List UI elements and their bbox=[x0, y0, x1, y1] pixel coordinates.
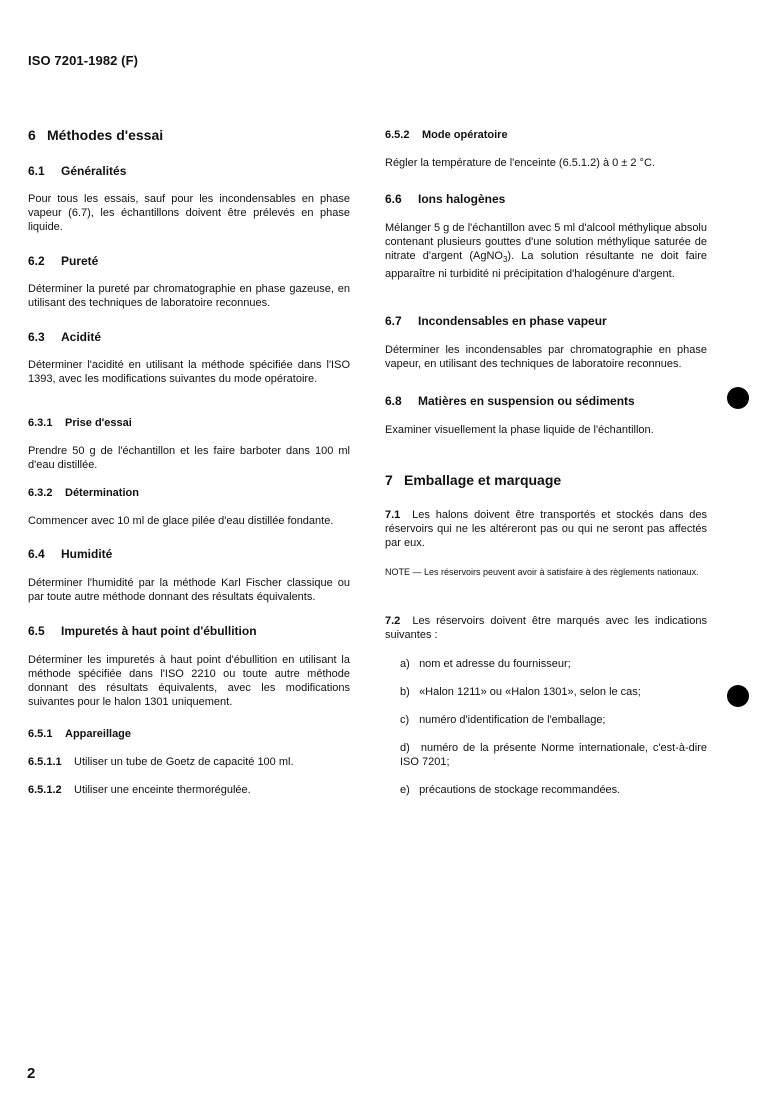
section-title: Appareillage bbox=[65, 728, 132, 740]
list-item-text: numéro de la présente Norme internationale, c'est-à-dire ISO 7201; bbox=[400, 742, 707, 768]
text-before-subscript: Mélanger 5 g de l'échantillon avec 5 ml d'alcool méthylique absolu contenant plusieurs gouttes d'une solution méthylique saturée de nitrate d'argent (AgNO bbox=[385, 222, 707, 262]
section-number: 7 bbox=[385, 472, 393, 488]
text-after-subscript: ). La solution résultante ne doit faire apparaître ni turbidité ni précipitation d'halogénure d'argent. bbox=[385, 250, 707, 281]
note: NOTE — Les réservoirs peuvent avoir à satisfaire à des règlements nationaux. bbox=[385, 567, 699, 577]
section-6-3-2-heading bbox=[28, 487, 350, 499]
list-item-label: e) bbox=[400, 784, 410, 796]
section-7-heading bbox=[385, 472, 707, 488]
list-item-label: c) bbox=[400, 714, 410, 726]
section-6-4-heading bbox=[28, 547, 350, 561]
section-7-1-text bbox=[385, 508, 707, 550]
section-6-5-heading bbox=[28, 624, 350, 638]
section-6-4-text: Déterminer l'humidité par la méthode Karl Fischer classique ou par toute autre méthode donnant des résultats équivalents. bbox=[28, 577, 350, 603]
list-item bbox=[400, 685, 707, 699]
section-6-8-text: Examiner visuellement la phase liquide de l'échantillon. bbox=[385, 424, 654, 436]
section-number: 6.4 bbox=[28, 547, 45, 561]
list-item-text: numéro d'identification de l'emballage; bbox=[419, 714, 606, 726]
section-6-1-heading bbox=[28, 164, 350, 178]
subscript: 3 bbox=[502, 255, 508, 265]
section-number: 6 bbox=[28, 127, 36, 143]
clause-number: 7.1 bbox=[385, 509, 401, 521]
list-item-label: d) bbox=[400, 742, 410, 754]
list-item-text: «Halon 1211» ou «Halon 1301», selon le cas; bbox=[419, 686, 641, 698]
clause-text: Les réservoirs doivent être marqués avec les indications suivantes : bbox=[385, 615, 707, 641]
section-number: 6.3.1 bbox=[28, 417, 53, 429]
section-6-5-1-2-text bbox=[28, 783, 350, 797]
section-6-8-heading bbox=[385, 394, 707, 408]
clause-text: Utiliser un tube de Goetz de capacité 100 ml. bbox=[74, 756, 294, 768]
section-6-5-1-heading bbox=[28, 728, 350, 740]
margin-bullet-marker bbox=[727, 685, 749, 707]
clause-text: Utiliser une enceinte thermorégulée. bbox=[74, 784, 251, 796]
list-item bbox=[400, 713, 707, 727]
section-number: 6.5.2 bbox=[385, 129, 410, 141]
section-number: 6.3.2 bbox=[28, 487, 53, 499]
section-title: Méthodes d'essai bbox=[47, 127, 164, 143]
section-title: Matières en suspension ou sédiments bbox=[418, 394, 635, 408]
section-6-3-2-text: Commencer avec 10 ml de glace pilée d'eau distillée fondante. bbox=[28, 515, 334, 527]
section-title: Mode opératoire bbox=[422, 129, 508, 141]
section-7-2-text bbox=[385, 614, 707, 642]
list-item-text: précautions de stockage recommandées. bbox=[419, 784, 621, 796]
section-6-3-1-heading bbox=[28, 417, 350, 429]
section-number: 6.8 bbox=[385, 394, 402, 408]
section-6-6-text bbox=[385, 221, 707, 281]
clause-number: 6.5.1.2 bbox=[28, 784, 62, 796]
section-number: 6.5.1 bbox=[28, 728, 53, 740]
section-6-5-1-1-text bbox=[28, 755, 350, 769]
section-number: 6.3 bbox=[28, 330, 45, 344]
section-number: 6.7 bbox=[385, 314, 402, 328]
list-item-label: a) bbox=[400, 658, 410, 670]
section-title: Emballage et marquage bbox=[404, 472, 562, 488]
list-item-label: b) bbox=[400, 686, 410, 698]
section-6-7-text: Déterminer les incondensables par chromatographie en phase vapeur, en utilisant des techniques de laboratoire reconnues. bbox=[385, 344, 707, 370]
clause-number: 6.5.1.1 bbox=[28, 756, 62, 768]
list-item bbox=[400, 657, 707, 671]
section-6-7-heading bbox=[385, 314, 707, 328]
section-number: 6.2 bbox=[28, 254, 45, 268]
section-title: Pureté bbox=[61, 254, 99, 268]
list-item bbox=[400, 783, 707, 797]
section-6-5-2-text: Régler la température de l'enceinte (6.5.1.2) à 0 ± 2 °C. bbox=[385, 157, 655, 169]
section-title: Généralités bbox=[61, 164, 127, 178]
list-item bbox=[400, 741, 707, 769]
section-title: Impuretés à haut point d'ébullition bbox=[61, 624, 257, 638]
section-6-1-text: Pour tous les essais, sauf pour les incondensables en phase vapeur (6.7), les échantillons doivent être prélevés en phase liquide. bbox=[28, 193, 350, 233]
section-6-5-2-heading bbox=[385, 129, 707, 141]
list-item-text: nom et adresse du fournisseur; bbox=[419, 658, 571, 670]
section-title: Prise d'essai bbox=[65, 417, 132, 429]
margin-bullet-marker bbox=[727, 387, 749, 409]
section-title: Acidité bbox=[61, 330, 102, 344]
section-number: 6.6 bbox=[385, 192, 402, 206]
section-title: Humidité bbox=[61, 547, 113, 561]
section-number: 6.5 bbox=[28, 624, 45, 638]
section-6-5-text: Déterminer les impuretés à haut point d'ébullition en utilisant la méthode spécifiée dans l'ISO 2210 ou toute autre méthode donnant des résultats équivalents, avec les modifications suivantes pour le halon 1301 uniquement. bbox=[28, 654, 350, 708]
section-title: Détermination bbox=[65, 487, 139, 499]
document-header: ISO 7201-1982 (F) bbox=[28, 53, 139, 68]
page-number: 2 bbox=[27, 1065, 36, 1082]
section-6-3-text: Déterminer l'acidité en utilisant la méthode spécifiée dans l'ISO 1393, avec les modifications suivantes du mode opératoire. bbox=[28, 359, 350, 385]
section-6-2-heading bbox=[28, 254, 350, 268]
section-title: Ions halogènes bbox=[418, 192, 506, 206]
clause-number: 7.2 bbox=[385, 615, 401, 627]
section-6-3-heading bbox=[28, 330, 350, 344]
section-title: Incondensables en phase vapeur bbox=[418, 314, 607, 328]
section-number: 6.1 bbox=[28, 164, 45, 178]
section-6-2-text: Déterminer la pureté par chromatographie en phase gazeuse, en utilisant des techniques de laboratoire reconnues. bbox=[28, 283, 350, 309]
section-6-heading bbox=[28, 127, 350, 143]
section-6-6-heading bbox=[385, 192, 707, 206]
clause-text: Les halons doivent être transportés et stockés dans des réservoirs qui ne les altéreront pas ou qui ne seront pas affectés par eux. bbox=[385, 509, 707, 549]
section-6-3-1-text: Prendre 50 g de l'échantillon et les faire barboter dans 100 ml d'eau distillée. bbox=[28, 445, 350, 471]
